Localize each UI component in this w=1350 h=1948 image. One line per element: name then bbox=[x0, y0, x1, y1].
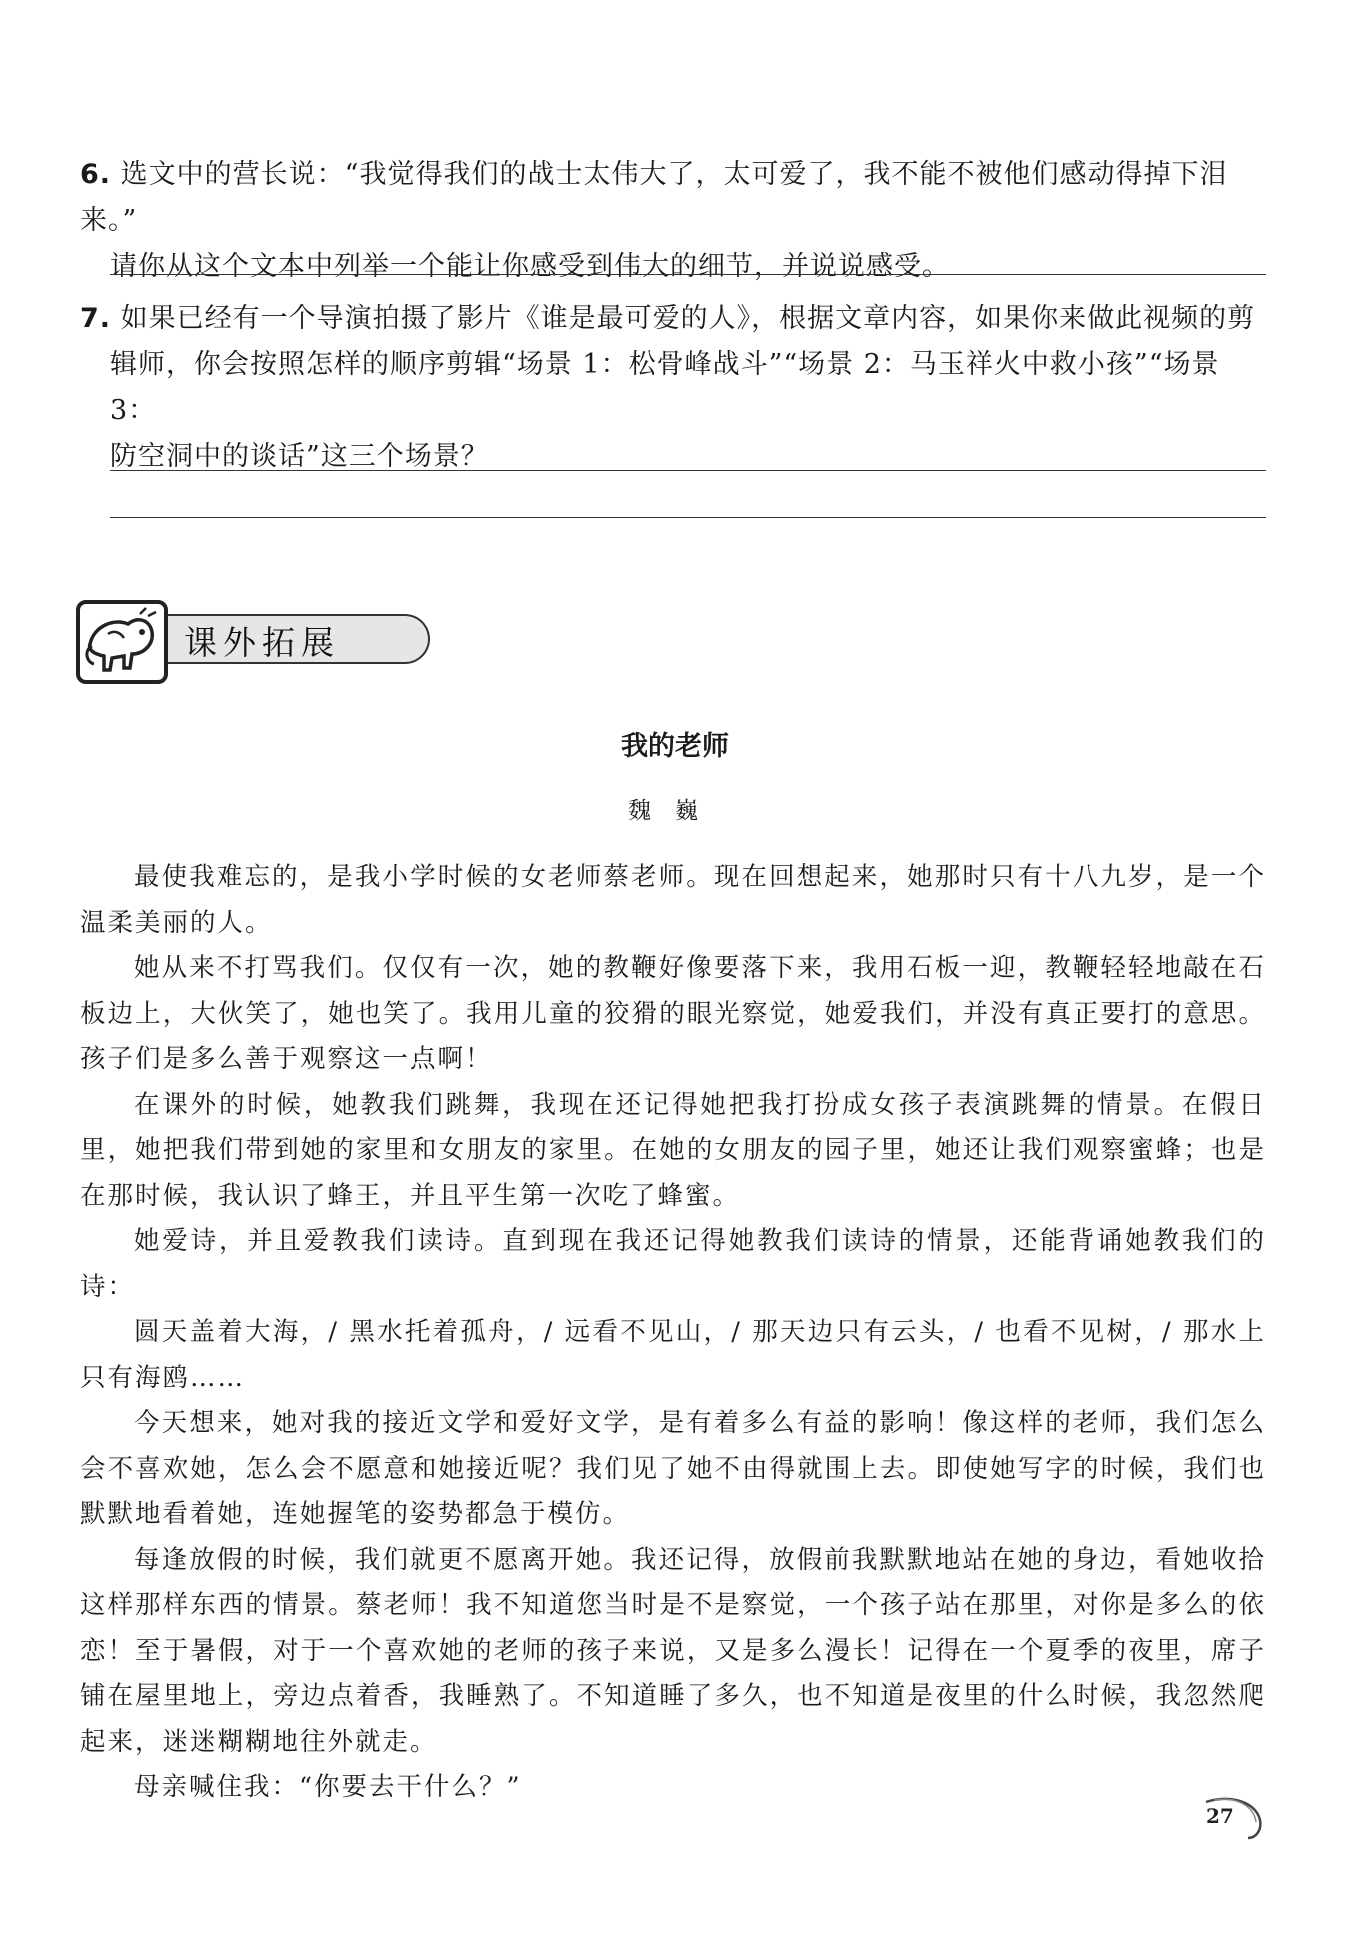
article-title: 我的老师 bbox=[621, 731, 729, 762]
question-7-line-2: 辑师，你会按照怎样的顺序剪辑“场景 1：松骨峰战斗”“场景 2：马玉祥火中救小孩”“场景 3： bbox=[110, 349, 1220, 426]
question-6-line-2: 请你从这个文本中列举一个能让你感受到伟大的细节，并说说感受。 bbox=[110, 251, 950, 282]
question-7-line-3: 防空洞中的谈话”这三个场景？ bbox=[110, 441, 489, 472]
article-paragraph: 今天想来，她对我的接近文学和爱好文学，是有着多么有益的影响！像这样的老师，我们怎么会不喜欢她，怎么会不愿意和她接近呢？我们见了她不由得就围上去。即使她写字的时候，我们也默默地看着她，连她握笔的姿势都急于模仿。 bbox=[80, 1408, 1266, 1529]
question-7 bbox=[80, 296, 1266, 480]
page-number-label: 27 bbox=[1206, 1804, 1234, 1828]
answer-line-q7-1[interactable] bbox=[110, 470, 1266, 471]
section-banner bbox=[76, 600, 356, 686]
question-6-line-1: 6. 选文中的营长说：“我觉得我们的战士太伟大了，太可爱了，我不能不被他们感动得掉下泪来。” bbox=[80, 159, 1228, 236]
article-paragraph: 她从来不打骂我们。仅仅有一次，她的教鞭好像要落下来，我用石板一迎，教鞭轻轻地敲在石板边上，大伙笑了，她也笑了。我用儿童的狡猾的眼光察觉，她爱我们，并没有真正要打的意思。孩子们是多么善于观察这一点啊！ bbox=[80, 953, 1266, 1074]
article-poem: 圆天盖着大海，/ 黑水托着孤舟，/ 远看不见山，/ 那天边只有云头，/ 也看不见树，/ 那水上只有海鸥…… bbox=[80, 1317, 1266, 1393]
article-paragraph: 在课外的时候，她教我们跳舞，我现在还记得她把我打扮成女孩子表演跳舞的情景。在假日里，她把我们带到她的家里和女朋友的家里。在她的女朋友的园子里，她还让我们观察蜜蜂；也是在那时候，我认识了蜂王，并且平生第一次吃了蜂蜜。 bbox=[80, 1089, 1266, 1211]
article-paragraph: 母亲喊住我：“你要去干什么？” bbox=[134, 1772, 522, 1802]
article-paragraph: 每逢放假的时候，我们就更不愿离开她。我还记得，放假前我默默地站在她的身边，看她收拾这样那样东西的情景。蔡老师！我不知道您当时是不是察觉，一个孩子站在那里，对你是多么的依恋！至于暑假，对于一个喜欢她的老师的孩子来说，又是多么漫长！记得在一个夏季的夜里，席子铺在屋里地上，旁边点着香，我睡熟了。不知道睡了多久，也不知道是夜里的什么时候，我忽然爬起来，迷迷糊糊地往外就走。 bbox=[80, 1544, 1266, 1757]
question-6 bbox=[80, 152, 1266, 290]
question-7-line-1: 7. 如果已经有一个导演拍摄了影片《谁是最可爱的人》，根据文章内容，如果你来做此视频的剪 bbox=[80, 303, 1256, 334]
article-author: 魏巍 bbox=[628, 798, 722, 824]
answer-line-q6[interactable] bbox=[110, 274, 1266, 275]
answer-line-q7-2[interactable] bbox=[110, 517, 1266, 518]
question-6-number: 6. bbox=[80, 159, 112, 190]
article-paragraph: 她爱诗，并且爱教我们读诗。直到现在我还记得她教我们读诗的情景，还能背诵她教我们的诗： bbox=[80, 1226, 1266, 1302]
article-body bbox=[80, 855, 1266, 1811]
article-paragraph: 最使我难忘的，是我小学时候的女老师蔡老师。现在回想起来，她那时只有十八九岁，是一个温柔美丽的人。 bbox=[80, 862, 1266, 938]
section-title: 课外拓展 bbox=[184, 623, 340, 662]
animal-emblem-icon bbox=[76, 600, 168, 684]
page-number bbox=[1200, 1794, 1266, 1840]
question-7-number: 7. bbox=[80, 303, 112, 334]
